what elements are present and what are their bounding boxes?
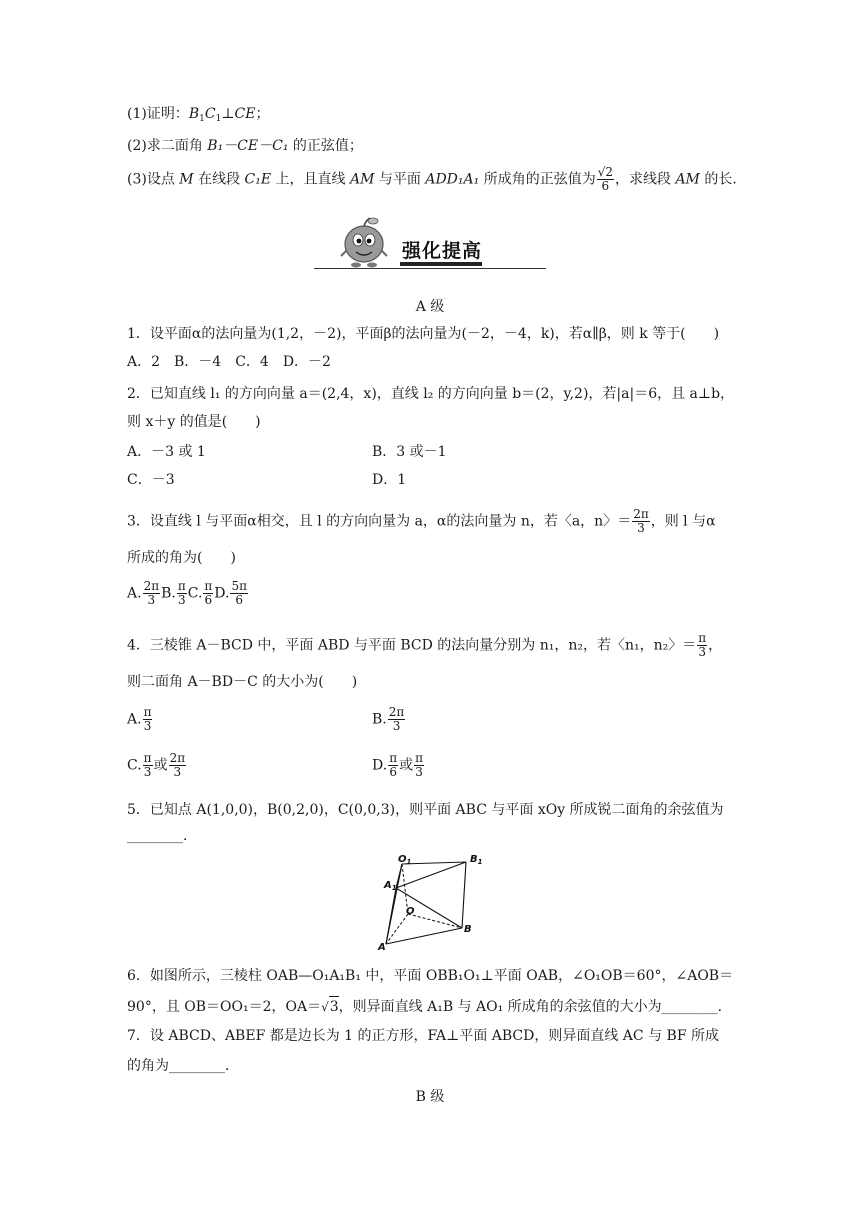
question-7-line1: 7．设 ABCD、ABEF 都是边长为 1 的正方形，FA⊥平面 ABCD，则异面直线 AC 与 BF 所成 — [127, 1028, 719, 1044]
option-label: A. — [127, 711, 142, 728]
fraction — [143, 752, 153, 779]
option-label: B. — [161, 585, 176, 602]
text: (3)设点 — [127, 171, 180, 188]
text: ， — [708, 637, 723, 654]
segment-AO1 — [386, 864, 402, 944]
denominator: 3 — [177, 593, 186, 607]
text: 的长． — [699, 171, 747, 188]
level-a-heading: A 级 — [415, 299, 445, 315]
sqrt-symbol: √ — [321, 1000, 329, 1014]
denominator: 3 — [415, 765, 423, 779]
edge-B1B — [462, 862, 466, 928]
question-7-line2: 的角为________． — [127, 1058, 239, 1074]
fraction — [388, 706, 406, 733]
numerator: π — [698, 631, 707, 645]
text: 上，且直线 — [271, 171, 350, 188]
option-label: C. — [127, 757, 142, 774]
question-6-line2 — [127, 996, 732, 1017]
numerator: π — [415, 751, 423, 765]
fraction — [697, 632, 707, 659]
fraction — [143, 706, 153, 733]
question-3-line1 — [127, 508, 716, 535]
denominator: 6 — [601, 179, 610, 193]
var: ADD₁A₁ — [425, 171, 480, 188]
edge-OB — [408, 914, 462, 928]
numerator: 2π — [633, 507, 649, 521]
question-4-option-c — [127, 752, 187, 779]
option-label: B. — [372, 711, 387, 728]
banner-underline — [400, 262, 482, 266]
punct: ； — [255, 106, 270, 122]
denominator: 3 — [143, 719, 152, 733]
text: 4．三棱锥 A－BCD 中，平面 ABD 与平面 BCD 的法向量分别为 n₁，n₂，若〈n₁，n₂〉＝ — [127, 637, 697, 654]
option-label: D. — [372, 757, 388, 774]
option-label: A. — [127, 585, 142, 602]
label-B: B — [464, 924, 472, 935]
denominator: 3 — [147, 593, 156, 607]
label-A1: $A_1$ — [384, 880, 397, 892]
edge-O1B1 — [402, 862, 466, 864]
text: 90°，且 OB＝OO₁＝2，OA＝ — [127, 999, 322, 1015]
question-1-options: A．2 B．－4 C．4 D．－2 — [127, 354, 331, 370]
numerator: 2π — [388, 705, 405, 719]
numerator: π — [143, 705, 152, 719]
fraction — [230, 580, 248, 607]
subquestion-1 — [127, 104, 269, 124]
option-label: C. — [187, 585, 203, 602]
option-label: D. — [214, 585, 230, 602]
numerator: 2π — [143, 579, 160, 593]
question-4-line1 — [127, 632, 722, 659]
text: ，则 l 与α — [650, 513, 716, 530]
question-6-line1: 6．如图所示，三棱柱 OAB—O₁A₁B₁ 中，平面 OBB₁O₁⊥平面 OAB，∠O₁OB＝60°，∠AOB＝ — [127, 968, 734, 984]
edge-AB — [386, 928, 462, 944]
fraction — [414, 752, 424, 779]
banner-rule — [314, 268, 546, 269]
question-2-option-b: B．3 或－1 — [372, 444, 447, 460]
fraction — [632, 508, 650, 535]
question-2-option-c: C．－3 — [127, 472, 175, 488]
question-5-line2: ________． — [127, 828, 197, 844]
text: 所成角的正弦值为 — [479, 171, 596, 188]
sqrt-radicand: 3 — [329, 996, 339, 1017]
denominator: 6 — [204, 593, 213, 607]
text: (2)求二面角 — [127, 138, 208, 154]
var: AM — [675, 171, 700, 188]
sub: 1 — [199, 114, 205, 124]
var-C: C — [204, 106, 216, 122]
denominator: 3 — [698, 645, 707, 659]
prism-figure — [374, 852, 490, 952]
question-2-option-d: D．1 — [372, 472, 407, 488]
var: C₁E — [244, 171, 272, 188]
fraction — [203, 580, 213, 607]
question-2-option-a: A．－3 或 1 — [127, 444, 206, 460]
banner-title: 强化提高 — [402, 240, 483, 262]
label-O1: $O_1$ — [398, 854, 412, 866]
level-b-heading: B 级 — [415, 1089, 445, 1105]
text: ，求线段 — [614, 171, 676, 188]
denominator: 3 — [143, 765, 152, 779]
denominator: 6 — [389, 765, 397, 779]
text: 的正弦值； — [288, 138, 363, 154]
text: 或 — [399, 757, 414, 774]
dihedral-expr: B₁－CE－C₁ — [207, 138, 289, 154]
apple-mascot-icon — [336, 212, 396, 272]
text: 与平面 — [374, 171, 426, 188]
fraction — [177, 580, 187, 607]
var-B: B — [188, 106, 200, 122]
text: 3．设直线 l 与平面α相交，且 l 的方向向量为 a，α的法向量为 n，若〈a，n〉＝ — [127, 513, 632, 530]
fraction — [169, 752, 187, 779]
text: 在线段 — [193, 171, 245, 188]
denominator: 3 — [637, 521, 645, 535]
var: M — [179, 171, 194, 188]
numerator: 5π — [231, 579, 248, 593]
label-A: A — [378, 942, 386, 952]
text: 或 — [153, 757, 168, 774]
numerator: π — [177, 579, 186, 593]
text: ，则异面直线 A₁B 与 AO₁ 所成角的余弦值的大小为________． — [338, 999, 732, 1015]
label-O: O — [406, 906, 415, 917]
perp-symbol: ⊥ — [221, 106, 235, 122]
fraction — [388, 752, 398, 779]
text: (1)证明： — [127, 106, 189, 122]
fraction — [597, 166, 614, 193]
subquestion-2 — [127, 136, 363, 156]
question-5-line1: 5．已知点 A(1,0,0)，B(0,2,0)，C(0,0,3)，则平面 ABC 与平面 xOy 所成锐二面角的余弦值为 — [127, 802, 724, 818]
prism-diagram — [374, 852, 490, 952]
denominator: 3 — [392, 719, 401, 733]
var: AM — [349, 171, 375, 188]
question-4-option-d — [372, 752, 425, 779]
subquestion-3 — [127, 166, 746, 193]
question-2-line1: 2．已知直线 l₁ 的方向向量 a＝(2,4，x)，直线 l₂ 的方向向量 b＝(2，y,2)，若|a|＝6，且 a⊥b， — [127, 386, 735, 402]
question-4-option-b — [372, 706, 406, 733]
var-CE: CE — [234, 106, 256, 122]
numerator: π — [143, 751, 152, 765]
numerator: √2 — [597, 165, 613, 179]
label-B1: $B_1$ — [470, 854, 483, 866]
denominator: 3 — [173, 765, 182, 779]
denominator: 6 — [235, 593, 244, 607]
question-1: 1．设平面α的法向量为(1,2，－2)，平面β的法向量为(－2，－4，k)，若α∥β，则 k 等于( ) — [127, 326, 720, 342]
question-4-line2: 则二面角 A－BD－C 的大小为( ) — [127, 674, 358, 690]
question-2-line2: 则 x＋y 的值是( ) — [127, 414, 261, 430]
question-4-option-a — [127, 706, 153, 733]
numerator: 2π — [169, 751, 186, 765]
question-3-line2: 所成的角为( ) — [127, 550, 236, 566]
numerator: π — [389, 751, 398, 765]
section-banner — [314, 212, 546, 274]
question-3-options — [127, 580, 249, 607]
sub: 1 — [215, 114, 222, 124]
fraction — [143, 580, 161, 607]
numerator: π — [204, 579, 213, 593]
